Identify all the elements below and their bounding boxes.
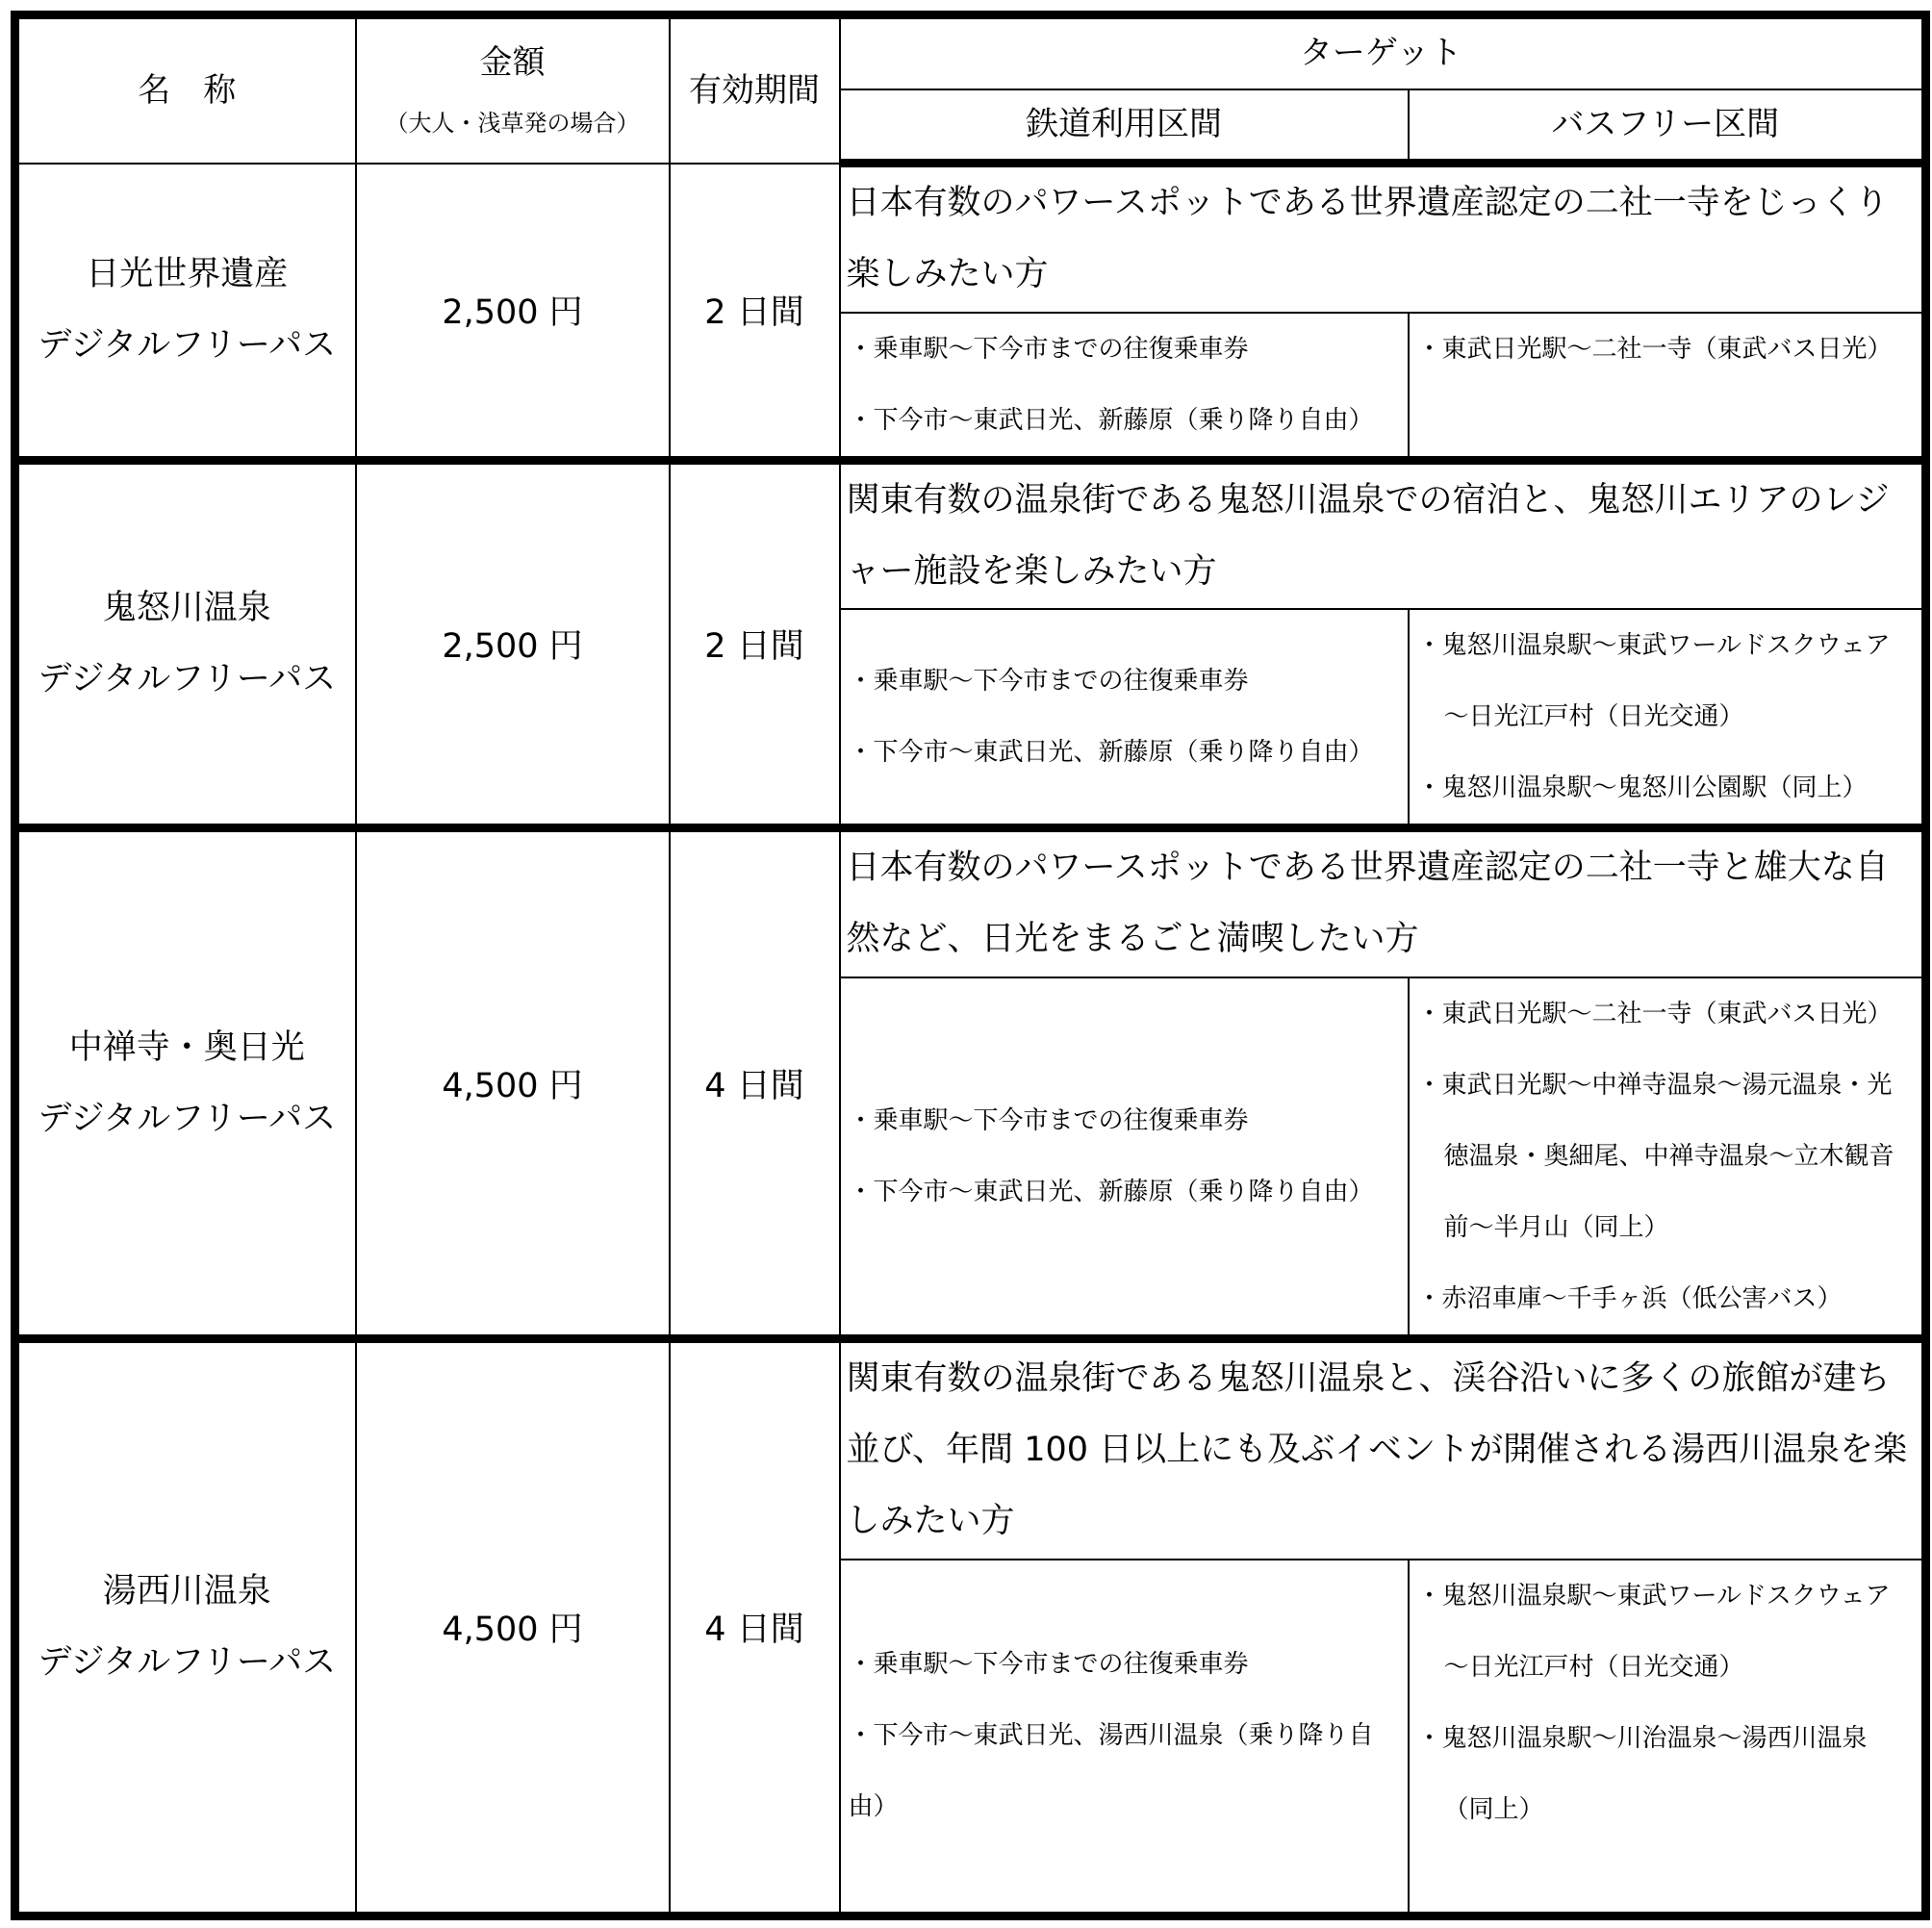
period-cell	[670, 460, 840, 828]
period-cell	[670, 1338, 840, 1915]
table-row	[15, 1338, 1926, 1560]
list-item: ・鬼怒川温泉駅～川治温泉～湯西川温泉	[1416, 1724, 1868, 1753]
list-item: ・東武日光駅～中禅寺温泉～湯元温泉・光	[1416, 1070, 1893, 1100]
list-item: ・乗車駅～下今市までの往復乗車券	[848, 1650, 1249, 1680]
list-item: ・鬼怒川温泉駅～東武ワールドスクウェア	[1416, 1582, 1891, 1611]
pass-name-cell	[15, 1338, 356, 1915]
price-cell	[356, 460, 670, 828]
list-item: ・東武日光駅～二社一寺（東武バス日光）	[1416, 999, 1893, 1028]
header-price-note: （大人・浅草発の場合）	[385, 110, 640, 138]
period-cell	[670, 828, 840, 1339]
pass-name-sub: デジタルフリーパス	[38, 1643, 337, 1682]
pass-name-sub: デジタルフリーパス	[38, 660, 337, 699]
rail-section-cell	[840, 1560, 1409, 1915]
bus-section-cell	[1409, 1560, 1926, 1915]
header-period	[670, 15, 840, 164]
header-name	[15, 15, 356, 164]
header-price-label: 金額	[479, 43, 546, 83]
price-value: 2,500 円	[442, 293, 583, 332]
list-item: ・乗車駅～下今市までの往復乗車券	[848, 334, 1249, 364]
list-item: ・赤沼車庫～千手ヶ浜（低公害バス）	[1416, 1283, 1843, 1313]
header-bus	[1409, 89, 1926, 164]
pass-name-sub: デジタルフリーパス	[38, 326, 337, 365]
period-value: 4 日間	[704, 1066, 804, 1105]
price-value: 4,500 円	[442, 1066, 583, 1105]
header-target-label: ターゲット	[1299, 34, 1462, 73]
pass-name-cell	[15, 828, 356, 1339]
list-item: ・東武日光駅～二社一寺（東武バス日光）	[1416, 334, 1893, 364]
table-row	[15, 460, 1926, 609]
table-row	[15, 164, 1926, 313]
header-price	[356, 15, 670, 164]
period-cell	[670, 164, 840, 461]
pass-name: 湯西川温泉	[102, 1572, 271, 1611]
rail-section-cell	[840, 977, 1409, 1339]
list-item: ・下今市～東武日光、湯西川温泉（乗り降り自由）	[848, 1721, 1374, 1822]
price-cell	[356, 1338, 670, 1915]
list-item: ・下今市～東武日光、新藤原（乗り降り自由）	[848, 1177, 1374, 1206]
header-rail	[840, 89, 1409, 164]
price-value: 4,500 円	[442, 1611, 583, 1649]
list-item: ～日光江戸村（日光交通）	[1443, 1653, 1744, 1682]
pass-name: 中禅寺・奥日光	[68, 1027, 305, 1067]
period-value: 2 日間	[704, 627, 804, 667]
target-description: 関東有数の温泉街である鬼怒川温泉での宿泊と、鬼怒川エリアのレジャー施設を楽しみたい方	[840, 460, 1926, 609]
list-item: ・乗車駅～下今市までの往復乗車券	[848, 1105, 1249, 1135]
rail-section-cell	[840, 313, 1409, 461]
header-period-label: 有効期間	[689, 70, 820, 110]
list-item: ・下今市～東武日光、新藤原（乗り降り自由）	[848, 738, 1374, 767]
pass-name-sub: デジタルフリーパス	[38, 1099, 337, 1138]
bus-section-cell	[1409, 609, 1926, 828]
bus-section-cell	[1409, 977, 1926, 1339]
pass-name-cell	[15, 164, 356, 461]
target-description: 日本有数のパワースポットである世界遺産認定の二社一寺をじっくり楽しみたい方	[840, 164, 1926, 313]
target-description: 関東有数の温泉街である鬼怒川温泉と、渓谷沿いに多くの旅館が建ち並び、年間 100 日以上にも及ぶイベントが開催される湯西川温泉を楽しみたい方	[840, 1338, 1926, 1560]
header-bus-label: バスフリー区間	[1551, 104, 1780, 143]
list-item: 前～半月山（同上）	[1443, 1212, 1669, 1242]
list-item: （同上）	[1443, 1795, 1544, 1824]
header-target	[840, 15, 1926, 89]
list-item: ・鬼怒川温泉駅～東武ワールドスクウェア	[1416, 631, 1891, 660]
period-value: 4 日間	[704, 1611, 804, 1649]
list-item: ～日光江戸村（日光交通）	[1443, 702, 1744, 731]
header-rail-label: 鉄道利用区間	[1026, 104, 1222, 143]
price-cell	[356, 828, 670, 1339]
pass-name: 日光世界遺産	[86, 255, 289, 293]
list-item: ・鬼怒川温泉駅～鬼怒川公園駅（同上）	[1416, 774, 1868, 802]
pass-name: 鬼怒川温泉	[102, 589, 271, 628]
rail-section-cell	[840, 609, 1409, 828]
target-description: 日本有数のパワースポットである世界遺産認定の二社一寺と雄大な自然など、日光をまるごと満喫したい方	[840, 828, 1926, 977]
price-value: 2,500 円	[442, 627, 583, 667]
pass-name-cell	[15, 460, 356, 828]
list-item: 徳温泉・奥細尾、中禅寺温泉～立木観音	[1443, 1141, 1894, 1171]
free-pass-table	[11, 11, 1930, 1920]
bus-section-cell	[1409, 313, 1926, 461]
header-name-label: 名 称	[138, 70, 237, 110]
table-row	[15, 828, 1926, 977]
price-cell	[356, 164, 670, 461]
list-item: ・下今市～東武日光、新藤原（乗り降り自由）	[848, 405, 1374, 435]
list-item: ・乗車駅～下今市までの往復乗車券	[848, 667, 1249, 696]
period-value: 2 日間	[704, 293, 804, 332]
